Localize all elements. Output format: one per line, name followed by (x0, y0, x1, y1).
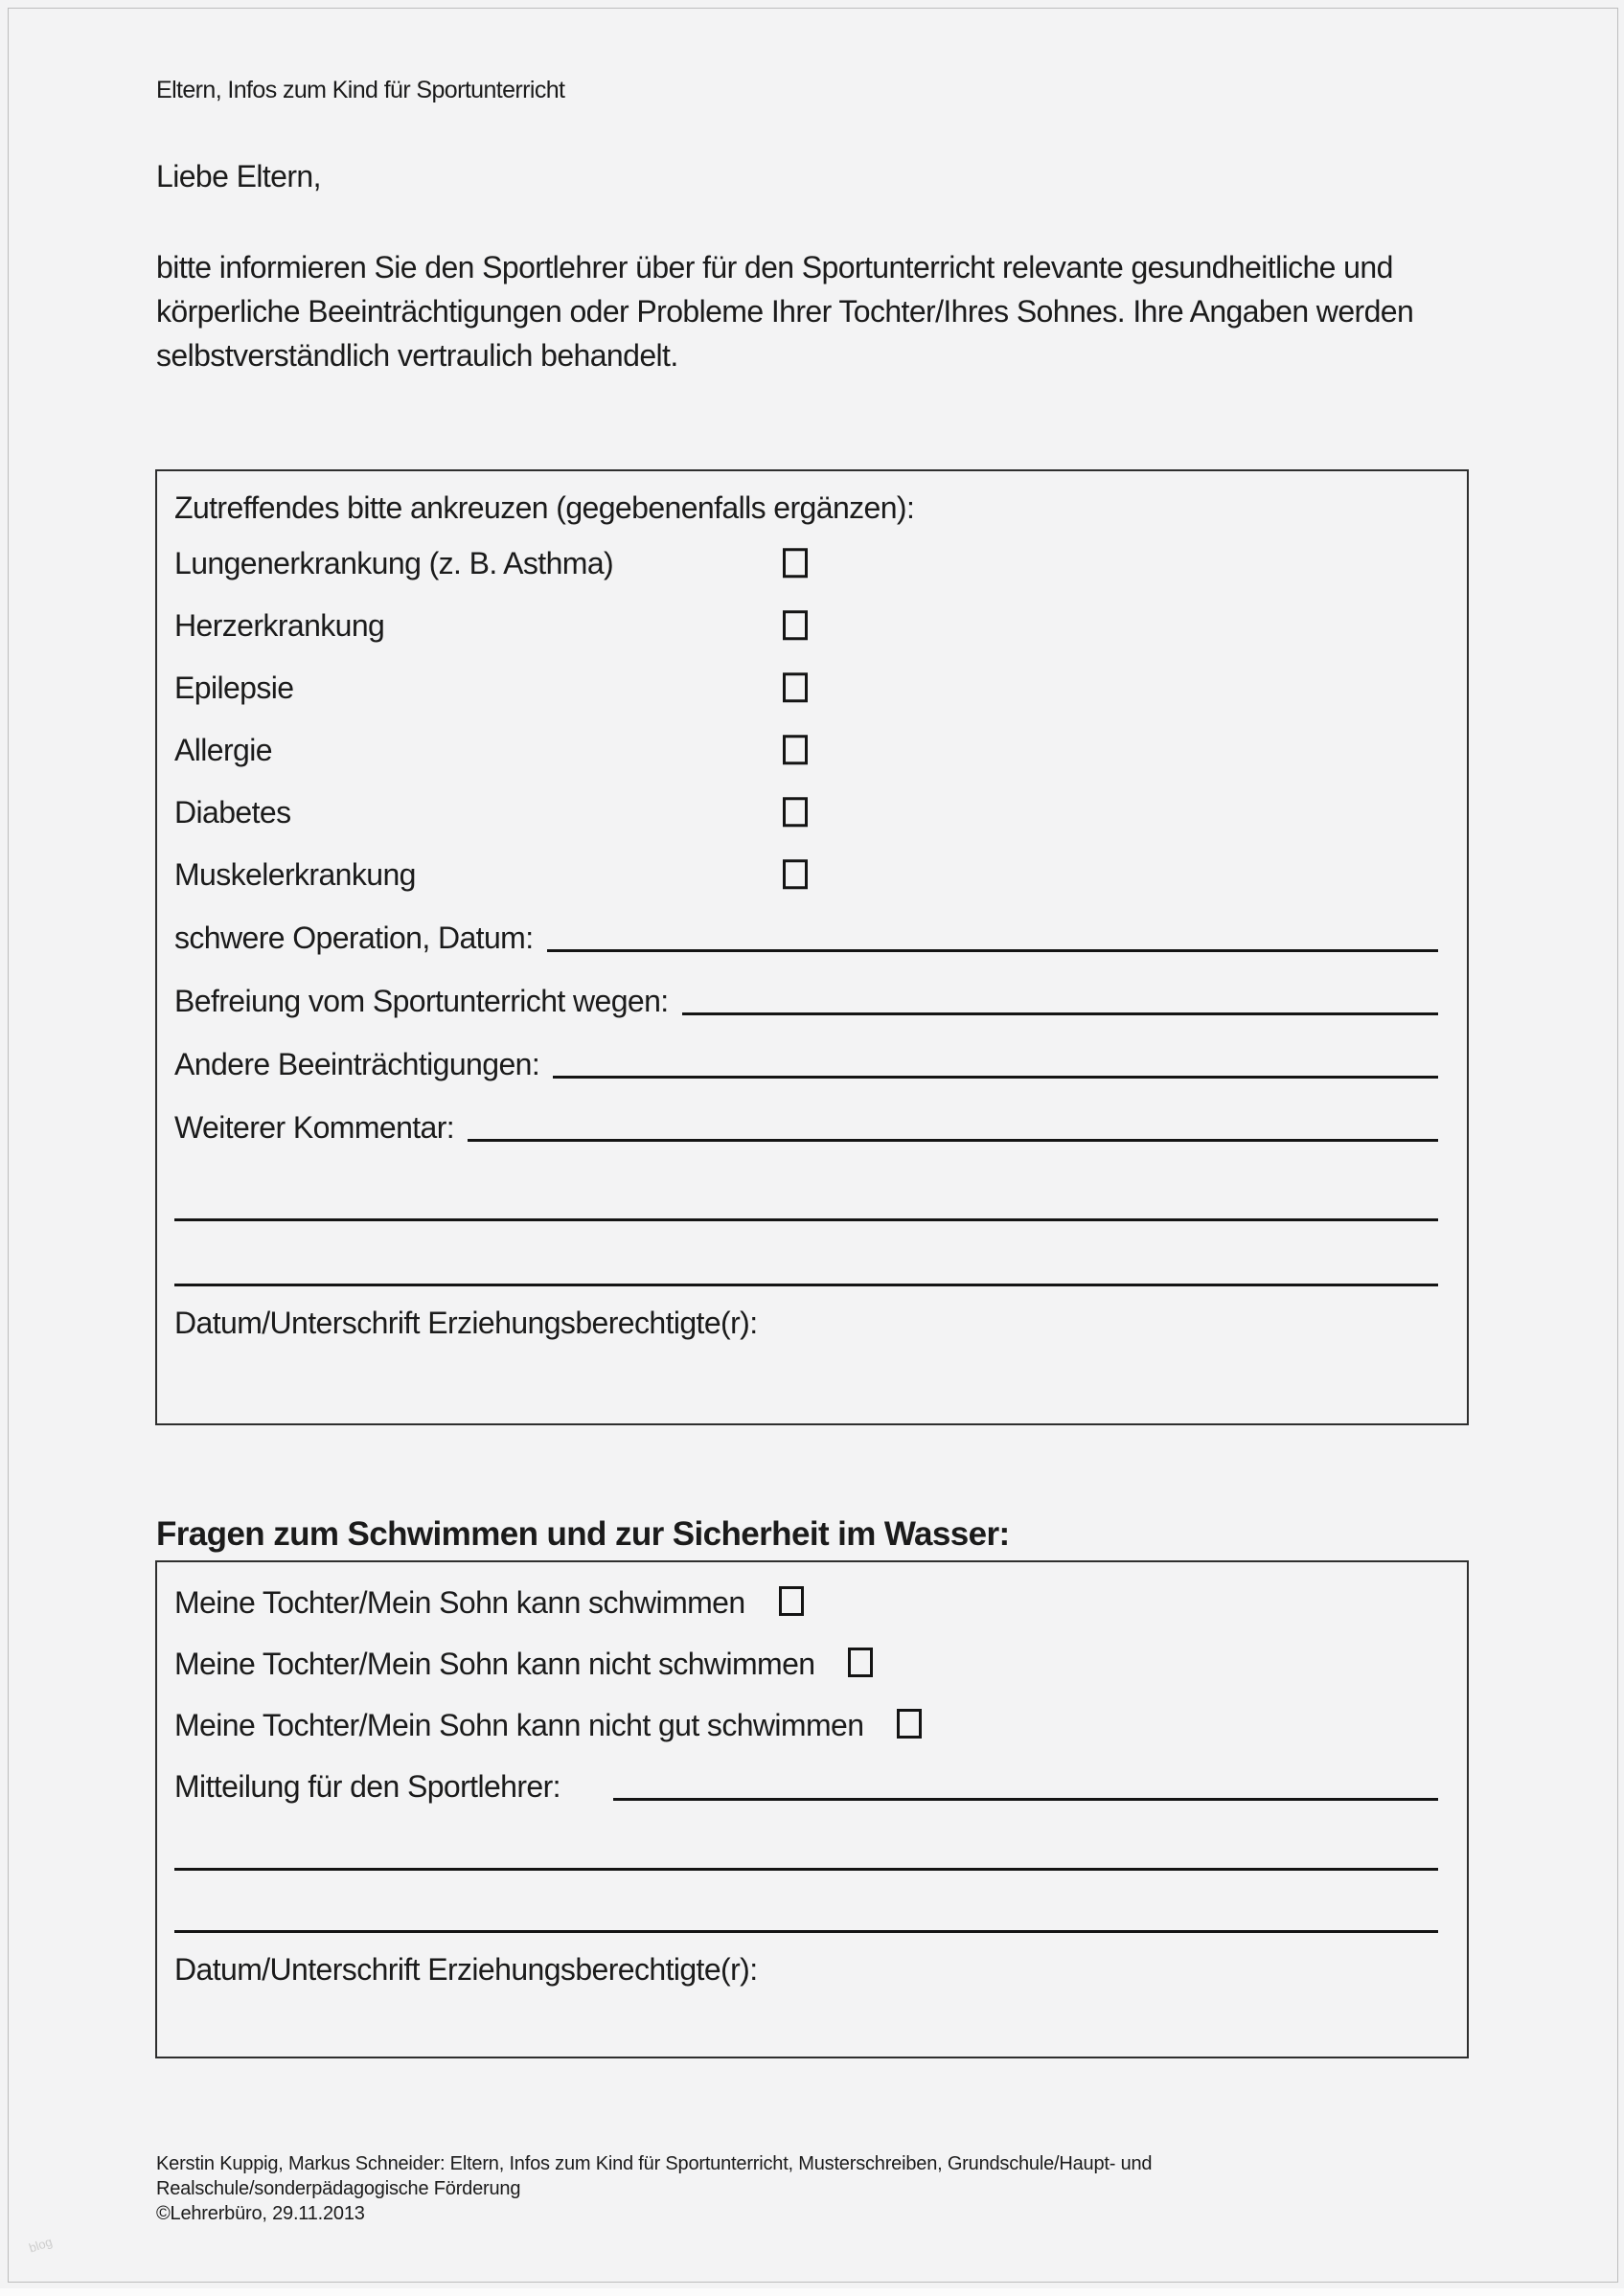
checkbox-kann-schwimmen[interactable] (779, 1586, 804, 1616)
fill-line-befreiung[interactable] (682, 1012, 1438, 1015)
signature-label: Datum/Unterschrift Erziehungsberechtigte(r): (174, 1305, 758, 1340)
fill-field-row (174, 1033, 1438, 1096)
fill-line-operation-datum[interactable] (547, 949, 1438, 952)
page-bottom-edge (0, 2288, 1624, 2296)
health-checkbox-row (174, 719, 1438, 782)
health-box-instruction: Zutreffendes bitte ankreuzen (gegebenenfalls ergänzen): (174, 489, 915, 525)
health-info-box (155, 469, 1469, 1425)
fill-field-label: Andere Beeinträchtigungen: (174, 1046, 540, 1081)
swim-info-box (155, 1560, 1469, 2058)
swim-item-label: Meine Tochter/Mein Sohn kann schwimmen (174, 1584, 745, 1620)
blank-writing-line[interactable] (174, 1868, 1438, 1871)
fill-field-row (174, 969, 1438, 1033)
checkbox-kann-nicht-gut-schwimmen[interactable] (897, 1709, 922, 1739)
fill-field-row (174, 906, 1438, 969)
health-checkbox-row (174, 657, 1438, 719)
footer-credits (156, 2151, 1152, 2226)
health-checkbox-row (174, 782, 1438, 844)
checkbox-kann-nicht-schwimmen[interactable] (848, 1648, 873, 1677)
footer-credit-line-1: Kerstin Kuppig, Markus Schneider: Eltern, Infos zum Kind für Sportunterricht, Musterschreiben, Grundschule/Haupt- und (156, 2153, 1153, 2174)
fill-line-andere[interactable] (553, 1076, 1438, 1079)
checkbox-epilepsie[interactable] (783, 672, 808, 702)
checkbox-herzerkrankung[interactable] (783, 610, 808, 640)
footer-credit-line-2: Realschule/sonderpädagogische Förderung (156, 2178, 521, 2199)
footer-copyright: ©Lehrerbüro, 29.11.2013 (156, 2203, 365, 2224)
checkbox-diabetes[interactable] (783, 797, 808, 827)
checkbox-lungenerkrankung[interactable] (783, 548, 808, 578)
fill-line-kommentar[interactable] (468, 1139, 1438, 1142)
checkbox-allergie[interactable] (783, 735, 808, 764)
fill-field-label: Befreiung vom Sportunterricht wegen: (174, 983, 669, 1018)
swim-item-label: Meine Tochter/Mein Sohn kann nicht gut schwimmen (174, 1707, 864, 1742)
fill-field-row (174, 1096, 1438, 1159)
swim-section-heading: Fragen zum Schwimmen und zur Sicherheit im Wasser: (156, 1515, 1010, 1553)
health-checkbox-row (174, 533, 1438, 595)
health-item-label: Herzerkrankung (174, 608, 385, 643)
health-checkbox-row (174, 844, 1438, 906)
blank-writing-line[interactable] (174, 1284, 1438, 1286)
health-item-label: Epilepsie (174, 671, 294, 705)
health-item-label: Lungenerkrankung (z. B. Asthma) (174, 546, 614, 580)
checkbox-muskelerkrankung[interactable] (783, 859, 808, 889)
salutation: Liebe Eltern, (156, 159, 321, 193)
fill-field-label: Mitteilung für den Sportlehrer: (174, 1768, 560, 1804)
signature-label: Datum/Unterschrift Erziehungsberechtigte(r): (174, 1951, 758, 1987)
fill-field-row (174, 1756, 1438, 1817)
fill-field-label: schwere Operation, Datum: (174, 920, 534, 955)
health-item-label: Allergie (174, 733, 272, 767)
fill-field-label: Weiterer Kommentar: (174, 1109, 455, 1145)
fill-line-mitteilung[interactable] (613, 1798, 1438, 1801)
swim-checkbox-row (174, 1694, 1438, 1756)
document-subject-line: Eltern, Infos zum Kind für Sportunterricht (156, 77, 565, 103)
swim-checkbox-row (174, 1572, 1438, 1633)
blank-writing-line[interactable] (174, 1930, 1438, 1933)
health-checkbox-row (174, 595, 1438, 657)
health-item-label: Diabetes (174, 795, 291, 830)
blog-watermark: blog (27, 2234, 55, 2256)
blank-writing-line[interactable] (174, 1218, 1438, 1221)
intro-paragraph: bitte informieren Sie den Sportlehrer über für den Sportunterricht relevante gesundheitliche und körperliche Beeinträchtigungen oder Probleme Ihrer Tochter/Ihres Sohnes. Ihre Angaben werden selbstverständlich vertraulich behandelt. (156, 250, 1414, 373)
health-item-label: Muskelerkrankung (174, 857, 416, 892)
swim-item-label: Meine Tochter/Mein Sohn kann nicht schwimmen (174, 1646, 815, 1681)
swim-checkbox-row (174, 1633, 1438, 1694)
